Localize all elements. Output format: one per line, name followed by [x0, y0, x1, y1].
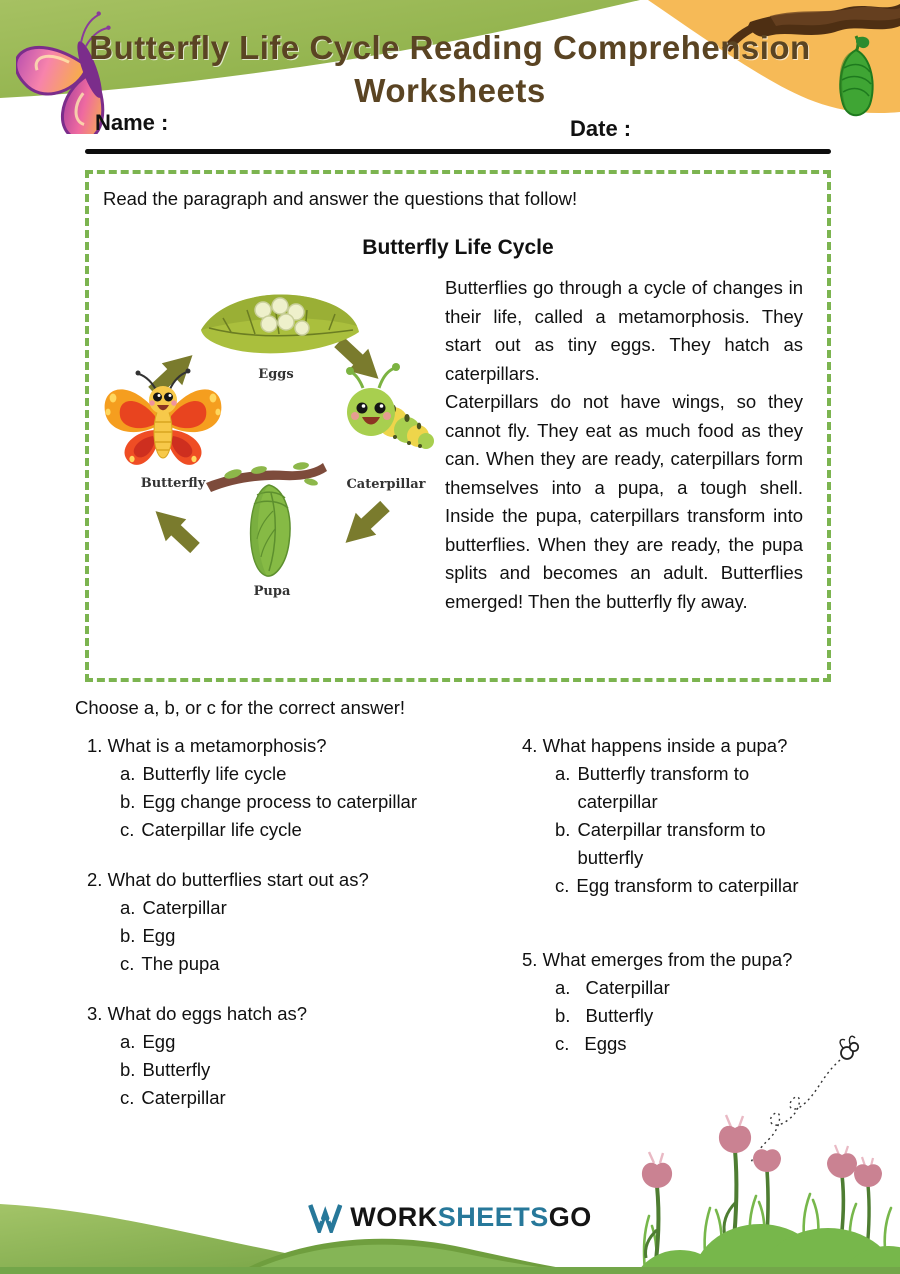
question-3-option-a: a. Egg: [120, 1031, 176, 1052]
bottom-right-flowers: [600, 1020, 900, 1274]
question-5-option-b: b. Butterfly: [555, 1005, 654, 1026]
question-1-option-a: a. Butterfly life cycle: [120, 763, 287, 784]
name-field-label: Name :: [95, 110, 169, 135]
caterpillar-illustration: [346, 363, 434, 449]
passage-paragraph-2: Caterpillars do not have wings, so they cannot fly. They eat as much food as they can. When they are ready, caterpillars form themselves into a pupa, a tough shell. Inside the pupa, caterpillars transform into butterflies. When they are ready, the pupa splits and becomes an adult. Butterflies emerged! Then the butterfly fly away.: [445, 391, 803, 612]
header-divider-line: [85, 149, 831, 154]
question-column-left: [87, 732, 522, 1134]
question-text: 2. What do butterflies start out as?: [87, 869, 369, 890]
question-5-option-c: c. Eggs: [555, 1033, 627, 1054]
passage-box: [85, 170, 831, 682]
question-2: [87, 866, 522, 978]
question-3-option-b: b. Butterfly: [120, 1059, 211, 1080]
name-date-row: [0, 110, 900, 142]
question-1-option-c: c. Caterpillar life cycle: [120, 819, 302, 840]
question-1: [87, 732, 522, 844]
butterfly-life-cycle-diagram: [101, 274, 437, 626]
question-3: [87, 1000, 522, 1112]
question-1-option-b: b. Egg change process to caterpillar: [120, 791, 418, 812]
cycle-label-eggs: Eggs: [258, 367, 294, 382]
page-title-line1: Butterfly Life Cycle Reading Comprehension: [89, 29, 811, 66]
question-2-option-a: a. Caterpillar: [120, 897, 227, 918]
question-text: 3. What do eggs hatch as?: [87, 1003, 308, 1024]
question-4: [522, 732, 882, 900]
passage-heading: Butterfly Life Cycle: [362, 236, 554, 259]
passage-paragraph-1: Butterflies go through a cycle of changes in their life, called a metamorphosis. They start out as tiny eggs. They hatch as caterpillars.: [445, 277, 803, 384]
question-2-option-c: c. The pupa: [120, 953, 220, 974]
date-field-label: Date :: [570, 116, 632, 141]
cycle-label-pupa: Pupa: [253, 584, 291, 599]
question-4-option-a: a. Butterfly transform to caterpillar: [555, 763, 750, 812]
worksheetsgo-logo-icon: [308, 1203, 342, 1233]
question-3-option-c: c. Caterpillar: [120, 1087, 226, 1108]
passage-instruction: Read the paragraph and answer the questions that follow!: [103, 188, 578, 209]
question-text: 5. What emerges from the pupa?: [522, 949, 793, 970]
question-2-option-b: b. Egg: [120, 925, 176, 946]
eggs-on-leaf-illustration: [201, 295, 359, 354]
worksheetsgo-logo: [308, 1202, 592, 1233]
question-text: 4. What happens inside a pupa?: [522, 735, 788, 756]
worksheetsgo-logo-text: WORKSHEETSGO: [350, 1202, 592, 1232]
question-text: 1. What is a metamorphosis?: [87, 735, 327, 756]
bottom-green-bar: [0, 1267, 900, 1274]
bee-doodle-icon: [750, 1036, 858, 1164]
cycle-label-caterpillar: Caterpillar: [346, 477, 426, 492]
question-4-option-b: b. Caterpillar transform to butterfly: [555, 819, 766, 868]
quiz-instruction: Choose a, b, or c for the correct answer!: [75, 697, 406, 718]
question-4-option-c: c. Egg transform to caterpillar: [555, 875, 799, 896]
pupa-illustration: [206, 461, 327, 576]
cycle-label-butterfly: Butterfly: [140, 476, 206, 491]
question-5-option-a: a. Caterpillar: [555, 977, 670, 998]
passage-text: [445, 274, 803, 626]
passage-content: [101, 274, 815, 626]
page-title-line2: Worksheets: [354, 72, 546, 109]
page-title: [0, 26, 900, 112]
